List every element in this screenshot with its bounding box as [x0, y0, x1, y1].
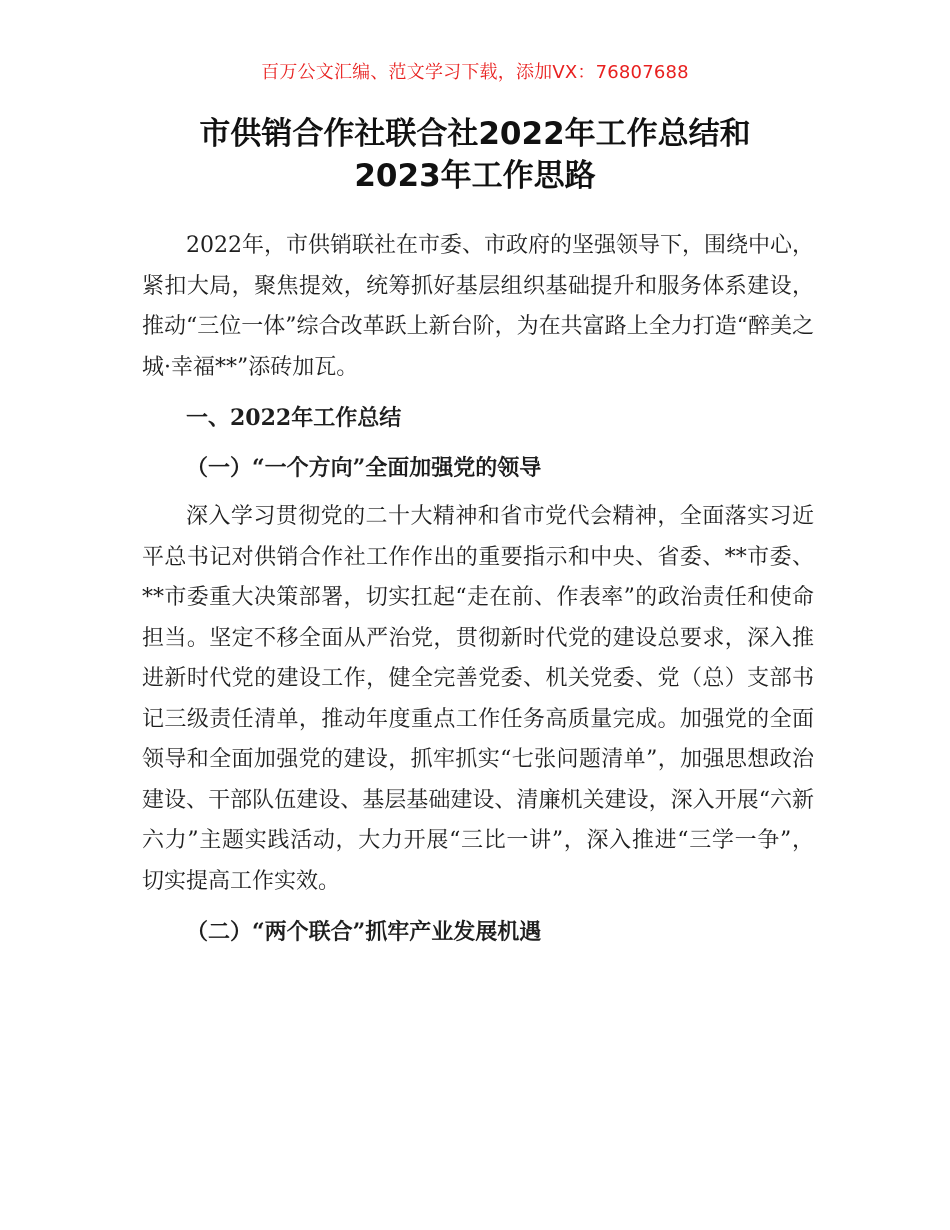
subsection-heading-2: （二）“两个联合”抓牢产业发展机遇 — [186, 919, 542, 945]
document-body — [142, 226, 814, 953]
intro-paragraph: 2022年，市供销联社在市委、市政府的坚强领导下，围绕中心，紧扣大局，聚焦提效，统筹抓好基层组织基础提升和服务体系建设，推动“三位一体”综合改革跃上新台阶，为在共富路上全力打造“醉美之城·幸福**”添砖加瓦。 — [142, 233, 814, 380]
document-title — [90, 113, 860, 197]
section-heading-summary: 一、2022年工作总结 — [186, 405, 402, 431]
document-title-line-1: 市供销合作社联合社2022年工作总结和 — [199, 116, 751, 152]
header-promo-note: 百万公文汇编、范文学习下载，添加VX：76807688 — [261, 62, 689, 83]
document-title-line-2: 2023年工作思路 — [354, 158, 596, 194]
subsection-1-paragraph: 深入学习贯彻党的二十大精神和省市党代会精神，全面落实习近平总书记对供销合作社工作作出的重要指示和中央、省委、**市委、**市委重大决策部署，切实扛起“走在前、作表率”的政治责任和使命担当。坚定不移全面从严治党，贯彻新时代党的建设总要求，深入推进新时代党的建设工作，健全完善党委、机关党委、党（总）支部书记三级责任清单，推动年度重点工作任务高质量完成。加强党的全面领导和全面加强党的建设，抓牢抓实“七张问题清单”，加强思想政治建设、干部队伍建设、基层基础建设、清廉机关建设，深入开展“六新六力”主题实践活动，大力开展“三比一讲”，深入推进“三学一争”，切实提高工作实效。 — [142, 504, 814, 894]
subsection-heading-1: （一）“一个方向”全面加强党的领导 — [186, 454, 542, 481]
